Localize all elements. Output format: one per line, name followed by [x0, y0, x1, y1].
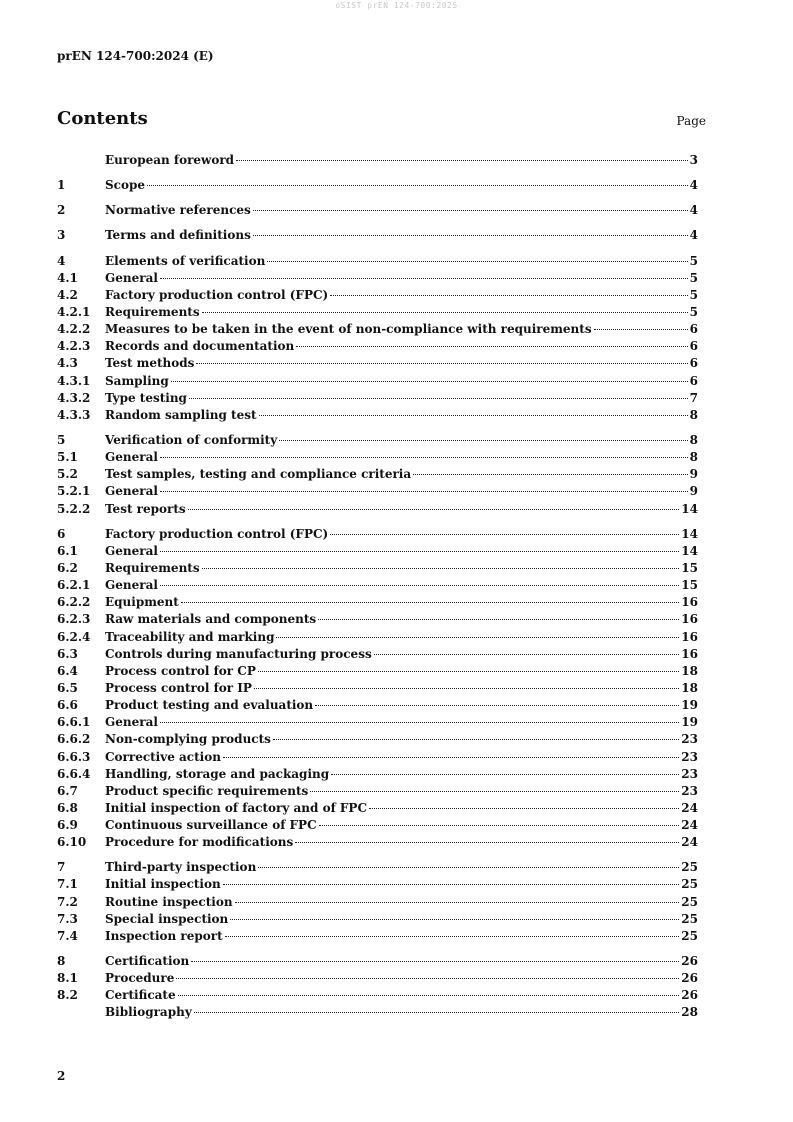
toc-entry[interactable]	[57, 680, 698, 697]
toc-entry-title: Initial inspection	[105, 877, 221, 892]
toc-entry-title: Handling, storage and packaging	[105, 766, 330, 781]
toc-entry-title: Requirements	[105, 560, 200, 575]
toc-entry-number: 7.2	[57, 894, 78, 909]
toc-entry-number: 5.1	[57, 450, 78, 465]
toc-entry-number: 7.4	[57, 928, 78, 943]
toc-entry[interactable]	[57, 253, 698, 270]
dot-leader	[369, 807, 679, 809]
toc-entry-title: Routine inspection	[105, 894, 233, 909]
toc-entry-title: Normative references	[105, 203, 251, 218]
toc-entry-title: Test samples, testing and compliance criteria	[105, 467, 412, 482]
toc-entry-number: 4.1	[57, 270, 78, 285]
toc-entry-page: 19	[681, 698, 698, 713]
toc-entry-title: Type testing	[105, 390, 187, 405]
dot-leader	[295, 841, 679, 843]
dot-leader	[160, 456, 688, 458]
toc-entry[interactable]	[57, 390, 698, 407]
dot-leader	[259, 414, 688, 416]
toc-entry-title: Sampling	[105, 373, 169, 388]
toc-entry-title: Test methods	[105, 356, 195, 371]
toc-entry[interactable]	[57, 152, 698, 169]
dot-leader	[253, 234, 688, 236]
toc-entry-page: 23	[681, 783, 698, 798]
toc-entry-number: 4.2.1	[57, 304, 91, 319]
toc-entry-number: 2	[57, 203, 66, 218]
toc-entry-page: 6	[689, 339, 698, 354]
toc-entry-title: General	[105, 270, 158, 285]
toc-entry-number: 4.3.3	[57, 407, 91, 422]
toc-entry[interactable]	[57, 629, 698, 646]
toc-entry-title: General	[105, 578, 158, 593]
toc-entry-number: 4.2.3	[57, 339, 91, 354]
dot-leader	[331, 773, 679, 775]
toc-entry-page: 23	[681, 732, 698, 747]
toc-entry[interactable]	[57, 338, 698, 355]
toc-entry-title: General	[105, 543, 158, 558]
toc-entry[interactable]	[57, 987, 698, 1004]
toc-entry-number: 1	[57, 178, 66, 193]
toc-entry[interactable]	[57, 501, 698, 518]
toc-entry[interactable]	[57, 766, 698, 783]
dot-leader	[235, 901, 680, 903]
toc-entry[interactable]	[57, 749, 698, 766]
toc-entry-title: Factory production control (FPC)	[105, 287, 329, 302]
toc-entry-number: 8	[57, 954, 66, 969]
toc-entry-page: 19	[681, 715, 698, 730]
dot-leader	[194, 1011, 680, 1013]
toc-entry-title: Third-party inspection	[105, 860, 257, 875]
toc-entry[interactable]	[57, 697, 698, 714]
toc-entry-title: General	[105, 450, 158, 465]
toc-entry-page: 3	[689, 153, 698, 167]
toc-entry-page: 25	[681, 894, 698, 909]
toc-entry-page: 18	[681, 663, 698, 678]
toc-entry-page: 16	[681, 595, 698, 610]
toc-entry-number: 6.2.4	[57, 629, 91, 644]
toc-entry-page: 5	[689, 253, 698, 268]
toc-entry-number: 8.1	[57, 971, 78, 986]
toc-entry-title: Random sampling test	[105, 407, 257, 422]
toc-entry-title: Measures to be taken in the event of non-compliance with requirements	[105, 322, 592, 337]
dot-leader	[296, 345, 687, 347]
toc-entry-page: 8	[689, 407, 698, 422]
dot-leader	[413, 473, 688, 475]
dot-leader	[253, 209, 688, 211]
toc-entry-number: 6.4	[57, 663, 78, 678]
toc-entry-number: 6.2.1	[57, 578, 91, 593]
toc-entry-title: Verification of conformity	[105, 432, 278, 447]
toc-entry-page: 26	[681, 988, 698, 1003]
toc-entry[interactable]	[57, 876, 698, 893]
contents-heading: Contents	[57, 108, 148, 129]
toc-entry-title: Non-complying products	[105, 732, 271, 747]
toc-entry[interactable]	[57, 783, 698, 800]
toc-entry[interactable]	[57, 543, 698, 560]
dot-leader	[330, 533, 679, 535]
toc-entry[interactable]	[57, 407, 698, 424]
toc-entry-title: Factory production control (FPC)	[105, 526, 329, 541]
page-column-label: Page	[676, 114, 706, 128]
toc-entry-page: 18	[681, 680, 698, 695]
dot-leader	[160, 277, 688, 279]
toc-entry[interactable]	[57, 355, 698, 372]
toc-entry-page: 5	[689, 304, 698, 319]
toc-entry[interactable]	[57, 373, 698, 390]
toc-entry[interactable]	[57, 287, 698, 304]
dot-leader	[318, 618, 679, 620]
toc-entry[interactable]	[57, 817, 698, 834]
toc-entry-title: Traceability and marking	[105, 629, 275, 644]
toc-entry[interactable]	[57, 714, 698, 731]
toc-entry-number: 6.6.3	[57, 749, 91, 764]
toc-entry-page: 14	[681, 543, 698, 558]
toc-entry-title: Product testing and evaluation	[105, 698, 314, 713]
toc-entry-page: 26	[681, 954, 698, 969]
toc-entry-title: Procedure	[105, 971, 175, 986]
toc-entry-number: 4.3	[57, 356, 78, 371]
toc-entry-number: 6.6.1	[57, 715, 91, 730]
toc-entry-page: 23	[681, 749, 698, 764]
toc-entry-page: 5	[689, 287, 698, 302]
toc-entry-number: 4.2.2	[57, 322, 91, 337]
toc-entry-title: Elements of verification	[105, 253, 266, 268]
dot-leader	[315, 704, 679, 706]
toc-entry-number: 6.6	[57, 698, 78, 713]
dot-leader	[189, 397, 688, 399]
toc-entry-number: 6.2.2	[57, 595, 91, 610]
dot-leader	[202, 311, 688, 313]
toc-entry-page: 15	[681, 578, 698, 593]
toc-entry-title: General	[105, 715, 158, 730]
toc-entry-number: 6.2.3	[57, 612, 91, 627]
watermark: oSIST prEN 124-700:2025	[335, 1, 458, 10]
toc-entry-title: Terms and definitions	[105, 228, 251, 243]
toc-entry[interactable]	[57, 526, 698, 543]
toc-entry-number: 8.2	[57, 988, 78, 1003]
toc-entry-number: 4.2	[57, 287, 78, 302]
toc-entry[interactable]	[57, 859, 698, 876]
dot-leader	[160, 584, 679, 586]
toc-entry-title: Equipment	[105, 595, 179, 610]
toc-entry[interactable]	[57, 594, 698, 611]
toc-entry-title: Corrective action	[105, 749, 221, 764]
toc-entry[interactable]	[57, 466, 698, 483]
toc-entry-number: 6	[57, 526, 66, 541]
toc-entry-title: Inspection report	[105, 928, 223, 943]
toc-entry-number: 7	[57, 860, 66, 875]
toc-entry-number: 6.6.2	[57, 732, 91, 747]
toc-entry[interactable]	[57, 663, 698, 680]
toc-entry-page: 14	[681, 501, 698, 516]
dot-leader	[319, 824, 680, 826]
toc-entry-page: 16	[681, 612, 698, 627]
toc-entry[interactable]	[57, 970, 698, 987]
toc-entry-page: 23	[681, 766, 698, 781]
toc-entry-page: 25	[681, 860, 698, 875]
toc-entry-page: 25	[681, 877, 698, 892]
toc-entry[interactable]	[57, 304, 698, 321]
toc-entry-page: 4	[689, 178, 698, 193]
toc-entry[interactable]	[57, 611, 698, 628]
toc-entry[interactable]	[57, 911, 698, 928]
toc-entry[interactable]	[57, 560, 698, 577]
dot-leader	[310, 790, 679, 792]
toc-entry-page: 14	[681, 526, 698, 541]
toc-entry-title: Continuous surveillance of FPC	[105, 818, 317, 833]
toc-entry-page: 16	[681, 646, 698, 661]
toc-entry[interactable]	[57, 227, 698, 244]
dot-leader	[160, 721, 679, 723]
toc-entry-page: 4	[689, 228, 698, 243]
toc-entry-number: 5.2	[57, 467, 78, 482]
document-id: prEN 124-700:2024 (E)	[57, 49, 214, 63]
dot-leader	[160, 490, 688, 492]
dot-leader	[276, 636, 679, 638]
toc-entry[interactable]	[57, 1004, 698, 1021]
toc-entry[interactable]	[57, 177, 698, 194]
dot-leader	[181, 601, 679, 603]
toc-entry-page: 8	[689, 450, 698, 465]
dot-leader	[279, 439, 687, 441]
toc-entry-number: 4.3.2	[57, 390, 91, 405]
toc-entry-title: European foreword	[105, 153, 235, 167]
dot-leader	[171, 380, 688, 382]
dot-leader	[160, 550, 679, 552]
toc-entry-title: Initial inspection of factory and of FPC	[105, 800, 368, 815]
toc-entry-title: Controls during manufacturing process	[105, 646, 372, 661]
dot-leader	[254, 687, 679, 689]
toc-entry[interactable]	[57, 894, 698, 911]
toc-entry-page: 9	[689, 484, 698, 499]
dot-leader	[176, 977, 679, 979]
toc-entry-number: 6.7	[57, 783, 78, 798]
dot-leader	[273, 738, 679, 740]
toc-entry-page: 8	[689, 432, 698, 447]
toc-entry-title: Records and documentation	[105, 339, 295, 354]
toc-entry-page: 6	[689, 356, 698, 371]
toc-entry-page: 4	[689, 203, 698, 218]
dot-leader	[191, 960, 679, 962]
dot-leader	[196, 362, 687, 364]
toc-entry[interactable]	[57, 834, 698, 851]
dot-leader	[258, 866, 679, 868]
toc-entry-page: 24	[681, 800, 698, 815]
toc-entry-number: 6.6.4	[57, 766, 91, 781]
toc-entry-page: 6	[689, 373, 698, 388]
toc-entry[interactable]	[57, 202, 698, 219]
toc-entry[interactable]	[57, 646, 698, 663]
toc-entry[interactable]	[57, 321, 698, 338]
toc-entry[interactable]	[57, 483, 698, 500]
dot-leader	[147, 184, 688, 186]
toc-entry-page: 15	[681, 560, 698, 575]
toc-entry[interactable]	[57, 800, 698, 817]
toc-entry-page: 25	[681, 911, 698, 926]
dot-leader	[225, 935, 680, 937]
toc-entry[interactable]	[57, 928, 698, 945]
dot-leader	[223, 756, 679, 758]
toc-entry-page: 24	[681, 835, 698, 850]
toc-entry-number: 5	[57, 432, 66, 447]
toc-entry-page: 28	[681, 1005, 698, 1020]
dot-leader	[188, 508, 680, 510]
dot-leader	[374, 653, 680, 655]
toc-entry-number: 6.5	[57, 680, 78, 695]
dot-leader	[223, 883, 680, 885]
toc-entry-title: Bibliography	[105, 1005, 192, 1020]
dot-leader	[178, 994, 680, 996]
toc-entry-title: Certification	[105, 954, 190, 969]
toc-entry-page: 24	[681, 818, 698, 833]
toc-entry-title: Raw materials and components	[105, 612, 317, 627]
toc-entry-number: 6.3	[57, 646, 78, 661]
toc-entry-title: Process control for IP	[105, 680, 252, 695]
toc-entry-page: 16	[681, 629, 698, 644]
toc-entry[interactable]	[57, 432, 698, 449]
page-number: 2	[57, 1069, 66, 1083]
toc-entry[interactable]	[57, 953, 698, 970]
dot-leader	[594, 328, 688, 330]
toc-entry-title: General	[105, 484, 158, 499]
toc-entry-number: 4	[57, 253, 66, 268]
table-of-contents	[57, 152, 698, 1022]
toc-entry-title: Requirements	[105, 304, 200, 319]
toc-entry-page: 25	[681, 928, 698, 943]
toc-entry[interactable]	[57, 731, 698, 748]
dot-leader	[230, 918, 679, 920]
toc-entry-number: 5.2.1	[57, 484, 91, 499]
toc-entry-page: 26	[681, 971, 698, 986]
dot-leader	[330, 294, 687, 296]
dot-leader	[236, 159, 688, 161]
toc-entry-title: Process control for CP	[105, 663, 256, 678]
toc-entry[interactable]	[57, 449, 698, 466]
toc-entry-number: 7.1	[57, 877, 78, 892]
toc-entry-number: 7.3	[57, 911, 78, 926]
dot-leader	[258, 670, 679, 672]
toc-entry[interactable]	[57, 577, 698, 594]
toc-entry-number: 6.2	[57, 560, 78, 575]
toc-entry-number: 5.2.2	[57, 501, 91, 516]
toc-entry-number: 6.10	[57, 835, 87, 850]
toc-entry[interactable]	[57, 270, 698, 287]
toc-entry-number: 6.1	[57, 543, 78, 558]
toc-entry-title: Special inspection	[105, 911, 229, 926]
toc-entry-page: 7	[689, 390, 698, 405]
toc-entry-number: 4.3.1	[57, 373, 91, 388]
dot-leader	[267, 260, 687, 262]
toc-entry-number: 6.9	[57, 818, 78, 833]
toc-entry-title: Product specific requirements	[105, 783, 309, 798]
dot-leader	[202, 567, 680, 569]
toc-entry-title: Test reports	[105, 501, 186, 516]
toc-entry-page: 5	[689, 270, 698, 285]
toc-entry-page: 9	[689, 467, 698, 482]
toc-entry-title: Certificate	[105, 988, 176, 1003]
toc-entry-number: 6.8	[57, 800, 78, 815]
toc-entry-number: 3	[57, 228, 66, 243]
toc-entry-title: Scope	[105, 178, 146, 193]
toc-entry-page: 6	[689, 322, 698, 337]
toc-entry-title: Procedure for modifications	[105, 835, 294, 850]
